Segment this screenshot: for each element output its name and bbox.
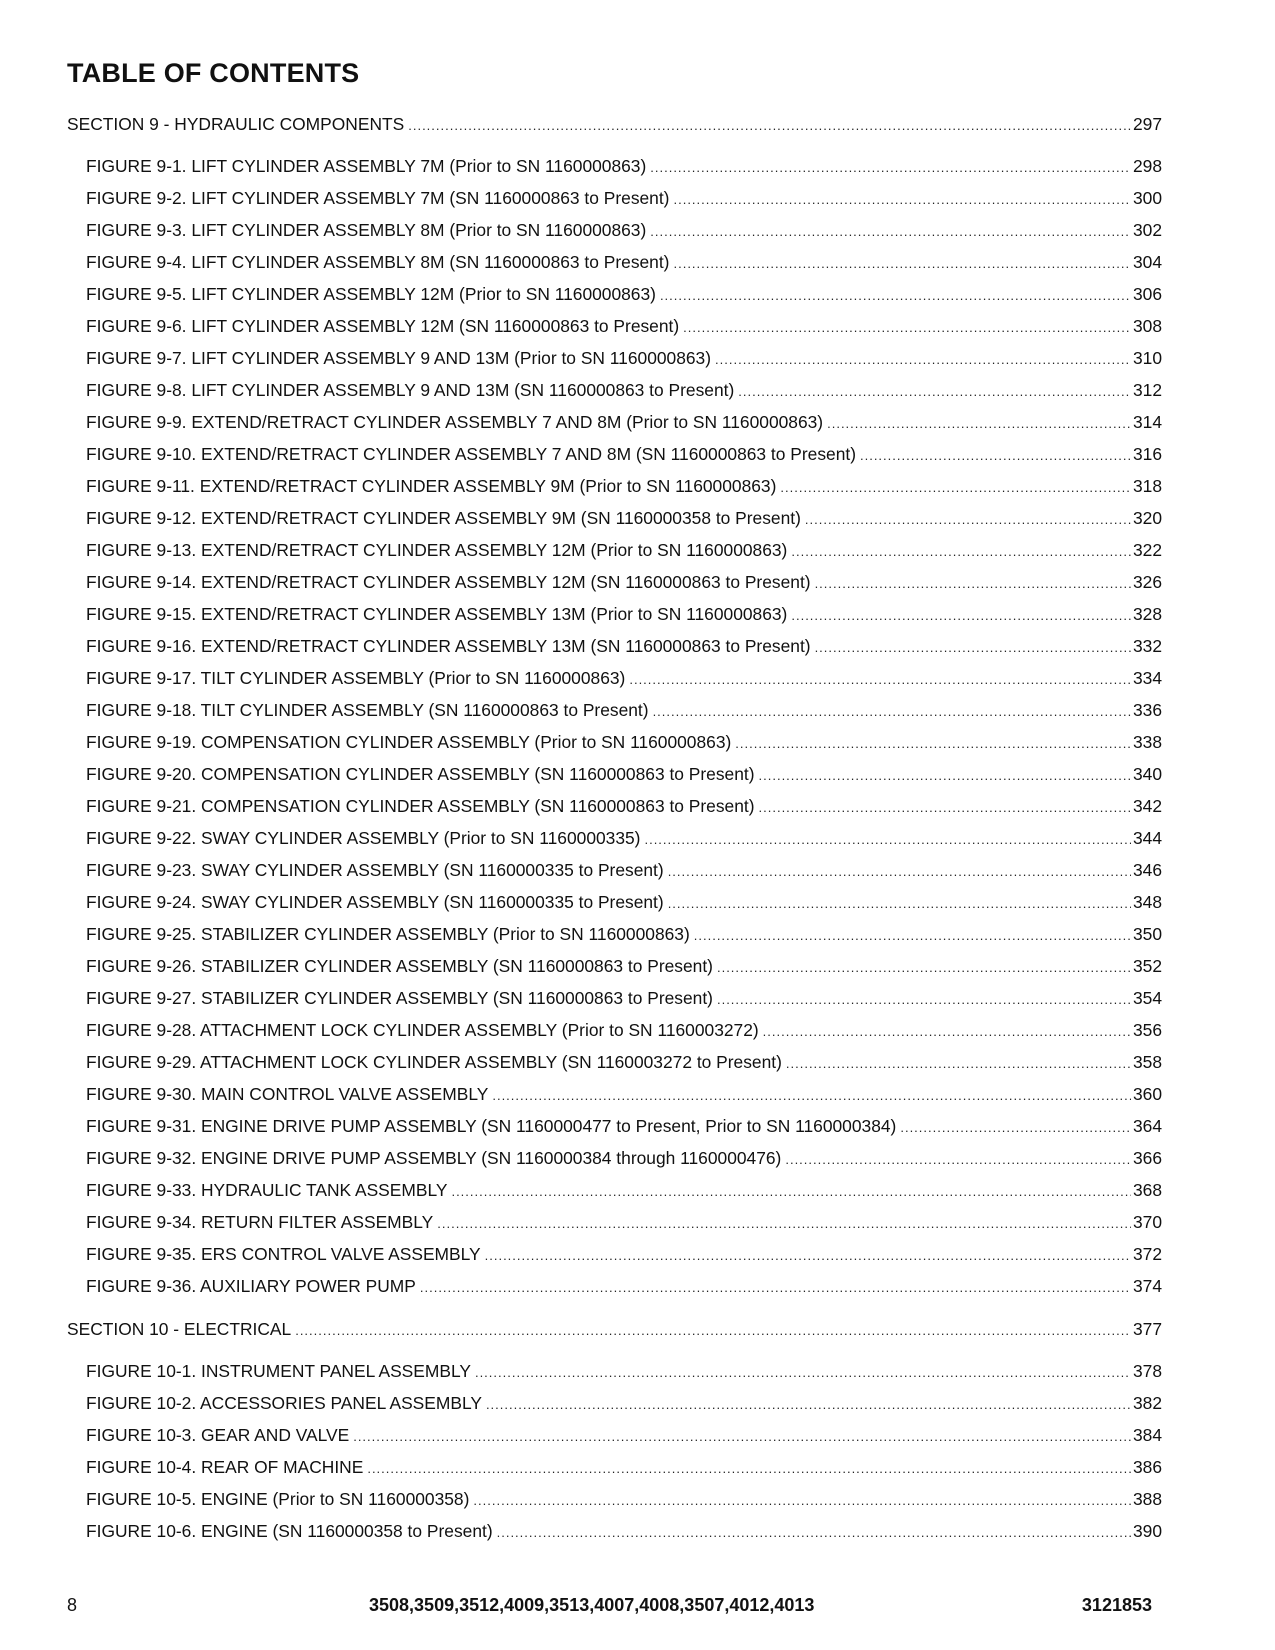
toc-dot-leader [717, 952, 1131, 982]
toc-entry-label: FIGURE 9-12. EXTEND/RETRACT CYLINDER ASSEMBLY 9M (SN 1160000358 to Present) [86, 508, 801, 528]
toc-entry-page-number: 326 [1132, 572, 1162, 592]
toc-entry-page-number: 318 [1132, 476, 1162, 496]
toc-entry-label: FIGURE 9-19. COMPENSATION CYLINDER ASSEMBLY (Prior to SN 1160000863) [86, 732, 732, 752]
toc-entry-label: FIGURE 9-3. LIFT CYLINDER ASSEMBLY 8M (Prior to SN 1160000863) [86, 220, 647, 240]
toc-dot-leader [367, 1453, 1131, 1483]
toc-figure-entry[interactable] [67, 182, 1162, 214]
toc-entry-page-number: 390 [1132, 1521, 1162, 1541]
toc-entry-page-number: 374 [1132, 1276, 1162, 1296]
toc-entry-page-number: 340 [1132, 764, 1162, 784]
toc-dot-leader [900, 1112, 1131, 1142]
toc-dot-leader [827, 408, 1131, 438]
toc-entry-page-number: 344 [1132, 828, 1162, 848]
toc-entry-page-number: 377 [1132, 1319, 1162, 1339]
toc-entry-label: FIGURE 9-7. LIFT CYLINDER ASSEMBLY 9 AND 13M (Prior to SN 1160000863) [86, 348, 712, 368]
toc-figure-entry[interactable] [67, 502, 1162, 534]
toc-entry-page-number: 314 [1132, 412, 1162, 432]
toc-entry-page-number: 384 [1132, 1425, 1162, 1445]
toc-figure-entry[interactable] [67, 1270, 1162, 1302]
toc-dot-leader [295, 1315, 1131, 1345]
toc-dot-leader [451, 1176, 1131, 1206]
toc-dot-leader [437, 1208, 1131, 1238]
toc-entry-label: FIGURE 9-2. LIFT CYLINDER ASSEMBLY 7M (SN 1160000863 to Present) [86, 188, 670, 208]
toc-figure-entry[interactable] [67, 1387, 1162, 1419]
toc-figure-entry[interactable] [67, 1078, 1162, 1110]
toc-entry-label: FIGURE 9-9. EXTEND/RETRACT CYLINDER ASSEMBLY 7 AND 8M (Prior to SN 1160000863) [86, 412, 824, 432]
toc-figure-entry[interactable] [67, 598, 1162, 630]
toc-entry-page-number: 356 [1132, 1020, 1162, 1040]
toc-entry-label: SECTION 10 - ELECTRICAL [67, 1319, 292, 1339]
toc-entry-label: FIGURE 9-36. AUXILIARY POWER PUMP [86, 1276, 416, 1296]
toc-entry-label: FIGURE 9-27. STABILIZER CYLINDER ASSEMBLY (SN 1160000863 to Present) [86, 988, 713, 1008]
toc-entry-page-number: 372 [1132, 1244, 1162, 1264]
toc-entry-page-number: 338 [1132, 732, 1162, 752]
toc-entry-label: FIGURE 9-30. MAIN CONTROL VALVE ASSEMBLY [86, 1084, 489, 1104]
toc-dot-leader [805, 504, 1131, 534]
footer-document-number: 3121853 [1081, 1595, 1152, 1615]
toc-entry-page-number: 298 [1132, 156, 1162, 176]
toc-figure-entry[interactable] [67, 534, 1162, 566]
footer-page-number: 8 [67, 1595, 78, 1615]
toc-dot-leader [673, 248, 1131, 278]
toc-dot-leader [717, 984, 1131, 1014]
toc-figure-entry[interactable] [67, 1419, 1162, 1451]
toc-entry-label: FIGURE 9-5. LIFT CYLINDER ASSEMBLY 12M (Prior to SN 1160000863) [86, 284, 656, 304]
toc-entry-page-number: 348 [1132, 892, 1162, 912]
toc-dot-leader [653, 696, 1131, 726]
toc-dot-leader [759, 760, 1131, 790]
page-title: TABLE OF CONTENTS [67, 58, 360, 88]
toc-figure-entry[interactable] [67, 1046, 1162, 1078]
toc-figure-entry[interactable] [67, 854, 1162, 886]
toc-dot-leader [420, 1272, 1131, 1302]
toc-dot-leader [785, 1144, 1131, 1174]
page-footer [67, 1593, 1152, 1617]
toc-entry-label: FIGURE 9-20. COMPENSATION CYLINDER ASSEMBLY (SN 1160000863 to Present) [86, 764, 755, 784]
toc-entry-label: FIGURE 10-2. ACCESSORIES PANEL ASSEMBLY [86, 1393, 482, 1413]
toc-entry-label: FIGURE 9-10. EXTEND/RETRACT CYLINDER ASSEMBLY 7 AND 8M (SN 1160000863 to Present) [86, 444, 856, 464]
toc-entry-label: FIGURE 9-29. ATTACHMENT LOCK CYLINDER ASSEMBLY (SN 1160003272 to Present) [86, 1052, 782, 1072]
toc-entry-label: FIGURE 9-4. LIFT CYLINDER ASSEMBLY 8M (SN 1160000863 to Present) [86, 252, 670, 272]
toc-entry-page-number: 346 [1132, 860, 1162, 880]
toc-entry-page-number: 320 [1132, 508, 1162, 528]
toc-entry-label: FIGURE 9-33. HYDRAULIC TANK ASSEMBLY [86, 1180, 448, 1200]
toc-figure-entry[interactable] [67, 1355, 1162, 1387]
toc-entry-page-number: 358 [1132, 1052, 1162, 1072]
toc-entry-page-number: 304 [1132, 252, 1162, 272]
toc-entry-label: FIGURE 9-26. STABILIZER CYLINDER ASSEMBLY (SN 1160000863 to Present) [86, 956, 713, 976]
toc-entry-page-number: 370 [1132, 1212, 1162, 1232]
toc-entry-label: FIGURE 9-6. LIFT CYLINDER ASSEMBLY 12M (SN 1160000863 to Present) [86, 316, 680, 336]
toc-figure-entry[interactable] [67, 918, 1162, 950]
toc-dot-leader [408, 110, 1131, 140]
toc-figure-entry[interactable] [67, 822, 1162, 854]
toc-entry-page-number: 328 [1132, 604, 1162, 624]
toc-figure-entry[interactable] [67, 950, 1162, 982]
toc-dot-leader [780, 472, 1131, 502]
toc-figure-entry[interactable] [67, 662, 1162, 694]
toc-entry-page-number: 350 [1132, 924, 1162, 944]
toc-entry-label: FIGURE 10-6. ENGINE (SN 1160000358 to Present) [86, 1521, 493, 1541]
toc-entry-page-number: 360 [1132, 1084, 1162, 1104]
toc-entry-label: FIGURE 9-11. EXTEND/RETRACT CYLINDER ASSEMBLY 9M (Prior to SN 1160000863) [86, 476, 777, 496]
toc-entry-page-number: 352 [1132, 956, 1162, 976]
toc-dot-leader [759, 792, 1131, 822]
toc-figure-entry[interactable] [67, 886, 1162, 918]
toc-dot-leader [473, 1485, 1131, 1515]
toc-dot-leader [791, 536, 1131, 566]
toc-entry-label: FIGURE 10-5. ENGINE (Prior to SN 1160000358) [86, 1489, 470, 1509]
toc-dot-leader [660, 280, 1131, 310]
toc-dot-leader [815, 632, 1131, 662]
toc-entry-page-number: 366 [1132, 1148, 1162, 1168]
toc-dot-leader [650, 216, 1131, 246]
toc-entry-label: FIGURE 9-28. ATTACHMENT LOCK CYLINDER ASSEMBLY (Prior to SN 1160003272) [86, 1020, 759, 1040]
toc-figure-entry[interactable] [67, 406, 1162, 438]
toc-entry-label: FIGURE 9-15. EXTEND/RETRACT CYLINDER ASSEMBLY 13M (Prior to SN 1160000863) [86, 604, 788, 624]
toc-entry-label: FIGURE 10-1. INSTRUMENT PANEL ASSEMBLY [86, 1361, 471, 1381]
toc-figure-entry[interactable] [67, 1014, 1162, 1046]
toc-dot-leader [353, 1421, 1131, 1451]
toc-figure-entry[interactable] [67, 374, 1162, 406]
toc-entry-label: FIGURE 9-21. COMPENSATION CYLINDER ASSEMBLY (SN 1160000863 to Present) [86, 796, 755, 816]
toc-dot-leader [668, 856, 1131, 886]
toc-entry-label: FIGURE 9-25. STABILIZER CYLINDER ASSEMBLY (Prior to SN 1160000863) [86, 924, 690, 944]
toc-dot-leader [650, 152, 1131, 182]
toc-entry-label: FIGURE 9-24. SWAY CYLINDER ASSEMBLY (SN 1160000335 to Present) [86, 892, 664, 912]
toc-entry-label: FIGURE 9-23. SWAY CYLINDER ASSEMBLY (SN 1160000335 to Present) [86, 860, 664, 880]
toc-dot-leader [860, 440, 1131, 470]
toc-entry-page-number: 382 [1132, 1393, 1162, 1413]
toc-entry-page-number: 322 [1132, 540, 1162, 560]
toc-entry-page-number: 332 [1132, 636, 1162, 656]
toc-entry-label: FIGURE 9-13. EXTEND/RETRACT CYLINDER ASSEMBLY 12M (Prior to SN 1160000863) [86, 540, 788, 560]
toc-figure-entry[interactable] [67, 1206, 1162, 1238]
toc-dot-leader [644, 824, 1131, 854]
toc-entry-page-number: 336 [1132, 700, 1162, 720]
toc-figure-entry[interactable] [67, 630, 1162, 662]
toc-section-entry[interactable] [67, 1313, 1162, 1345]
toc-entry-label: FIGURE 9-17. TILT CYLINDER ASSEMBLY (Prior to SN 1160000863) [86, 668, 626, 688]
toc-dot-leader [791, 600, 1131, 630]
toc-entry-page-number: 297 [1132, 114, 1162, 134]
toc-dot-leader [735, 728, 1131, 758]
toc-dot-leader [786, 1048, 1131, 1078]
toc-figure-entry[interactable] [67, 1238, 1162, 1270]
toc-figure-entry[interactable] [67, 1515, 1162, 1547]
toc-figure-entry[interactable] [67, 1110, 1162, 1142]
toc-figure-entry[interactable] [67, 214, 1162, 246]
footer-model-list: 3508,3509,3512,4009,3513,4007,4008,3507,4012,4013 [369, 1595, 815, 1615]
toc-entry-label: FIGURE 9-8. LIFT CYLINDER ASSEMBLY 9 AND 13M (SN 1160000863 to Present) [86, 380, 735, 400]
toc-figure-entry[interactable] [67, 758, 1162, 790]
toc-entry-page-number: 342 [1132, 796, 1162, 816]
toc-dot-leader [497, 1517, 1131, 1547]
toc-figure-entry[interactable] [67, 278, 1162, 310]
toc-entry-label: FIGURE 9-22. SWAY CYLINDER ASSEMBLY (Prior to SN 1160000335) [86, 828, 641, 848]
toc-dot-leader [763, 1016, 1131, 1046]
toc-dot-leader [715, 344, 1131, 374]
toc-entry-page-number: 334 [1132, 668, 1162, 688]
toc-dot-leader [475, 1357, 1131, 1387]
toc-figure-entry[interactable] [67, 310, 1162, 342]
toc-figure-entry[interactable] [67, 438, 1162, 470]
toc-dot-leader [815, 568, 1131, 598]
toc-figure-entry[interactable] [67, 982, 1162, 1014]
toc-entry-label: FIGURE 9-35. ERS CONTROL VALVE ASSEMBLY [86, 1244, 481, 1264]
toc-entry-page-number: 302 [1132, 220, 1162, 240]
toc-figure-entry[interactable] [67, 342, 1162, 374]
toc-entry-label: FIGURE 9-1. LIFT CYLINDER ASSEMBLY 7M (Prior to SN 1160000863) [86, 156, 647, 176]
toc-entry-label: FIGURE 10-3. GEAR AND VALVE [86, 1425, 350, 1445]
toc-entry-label: FIGURE 9-18. TILT CYLINDER ASSEMBLY (SN 1160000863 to Present) [86, 700, 649, 720]
toc-entry-page-number: 378 [1132, 1361, 1162, 1381]
toc-dot-leader [486, 1389, 1131, 1419]
toc-entry-page-number: 308 [1132, 316, 1162, 336]
toc-figure-entry[interactable] [67, 726, 1162, 758]
toc-entry-label: FIGURE 10-4. REAR OF MACHINE [86, 1457, 364, 1477]
toc-dot-leader [694, 920, 1131, 950]
toc-dot-leader [738, 376, 1131, 406]
toc-dot-leader [629, 664, 1131, 694]
toc-figure-entry[interactable] [67, 790, 1162, 822]
toc-entry-page-number: 312 [1132, 380, 1162, 400]
toc-figure-entry[interactable] [67, 1174, 1162, 1206]
toc-figure-entry[interactable] [67, 150, 1162, 182]
toc-entry-page-number: 354 [1132, 988, 1162, 1008]
toc-figure-entry[interactable] [67, 694, 1162, 726]
toc-entry-page-number: 364 [1132, 1116, 1162, 1136]
toc-section-entry[interactable] [67, 108, 1162, 140]
toc-dot-leader [485, 1240, 1131, 1270]
toc-figure-entry[interactable] [67, 1142, 1162, 1174]
toc-entry-label: FIGURE 9-34. RETURN FILTER ASSEMBLY [86, 1212, 434, 1232]
toc-entry-label: FIGURE 9-16. EXTEND/RETRACT CYLINDER ASSEMBLY 13M (SN 1160000863 to Present) [86, 636, 811, 656]
toc-figure-entry[interactable] [67, 470, 1162, 502]
toc-figure-entry[interactable] [67, 246, 1162, 278]
toc-figure-entry[interactable] [67, 1451, 1162, 1483]
table-of-contents [67, 108, 1162, 1547]
toc-entry-label: FIGURE 9-31. ENGINE DRIVE PUMP ASSEMBLY (SN 1160000477 to Present, Prior to SN 1160000384) [86, 1116, 897, 1136]
toc-entry-page-number: 386 [1132, 1457, 1162, 1477]
toc-figure-entry[interactable] [67, 566, 1162, 598]
toc-entry-label: FIGURE 9-32. ENGINE DRIVE PUMP ASSEMBLY (SN 1160000384 through 1160000476) [86, 1148, 782, 1168]
toc-entry-page-number: 310 [1132, 348, 1162, 368]
toc-dot-leader [673, 184, 1131, 214]
toc-entry-page-number: 306 [1132, 284, 1162, 304]
toc-figure-entry[interactable] [67, 1483, 1162, 1515]
toc-dot-leader [668, 888, 1131, 918]
toc-entry-page-number: 388 [1132, 1489, 1162, 1509]
toc-entry-page-number: 316 [1132, 444, 1162, 464]
toc-entry-label: FIGURE 9-14. EXTEND/RETRACT CYLINDER ASSEMBLY 12M (SN 1160000863 to Present) [86, 572, 811, 592]
toc-entry-label: SECTION 9 - HYDRAULIC COMPONENTS [67, 114, 405, 134]
toc-entry-page-number: 300 [1132, 188, 1162, 208]
toc-dot-leader [492, 1080, 1131, 1110]
toc-dot-leader [683, 312, 1131, 342]
toc-entry-page-number: 368 [1132, 1180, 1162, 1200]
